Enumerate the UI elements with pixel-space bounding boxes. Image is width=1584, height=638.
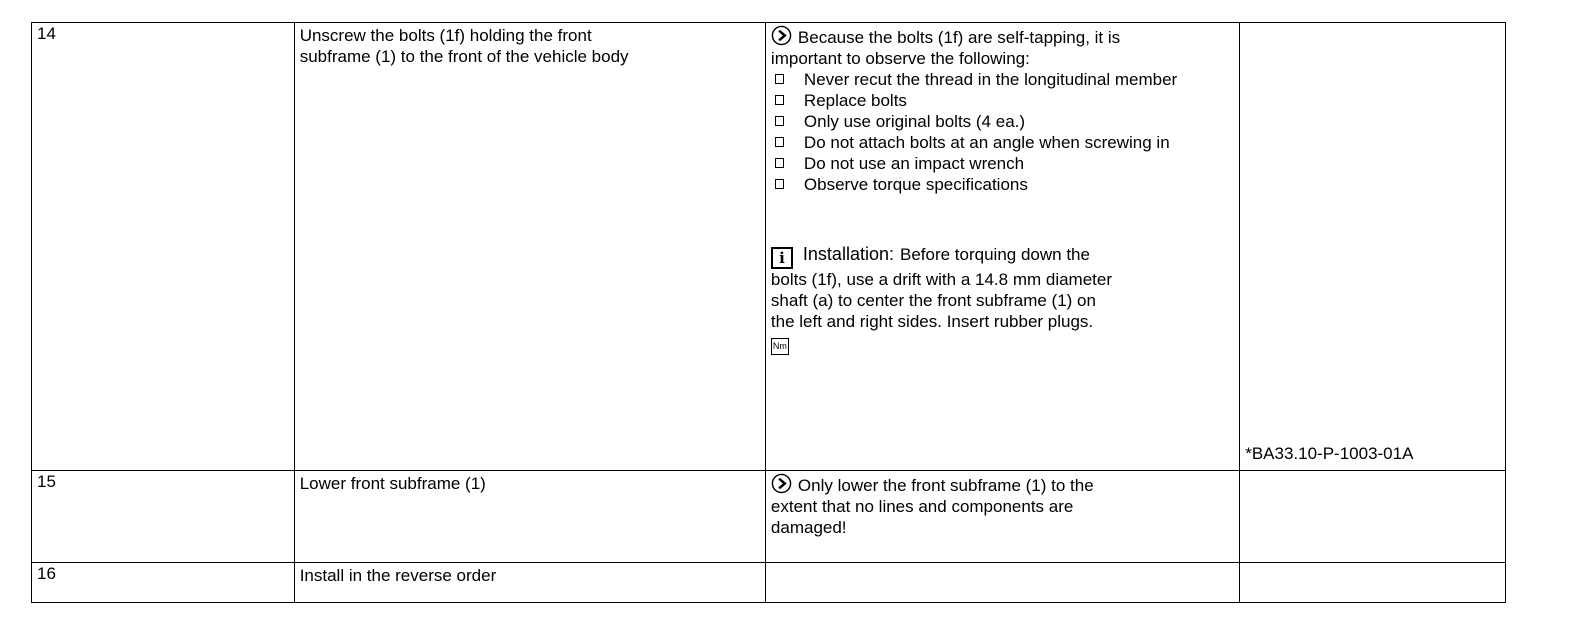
note-cell bbox=[765, 563, 1239, 603]
caution-icon bbox=[771, 473, 792, 494]
step-number: 15 bbox=[37, 472, 56, 491]
list-item bbox=[771, 132, 1235, 153]
caution-note bbox=[771, 473, 1235, 496]
list-item bbox=[771, 90, 1235, 111]
list-item-text: Replace bolts bbox=[803, 91, 907, 110]
action-text: Unscrew the bolts (1f) holding the front bbox=[299, 26, 592, 45]
checkbox-bullet-icon bbox=[775, 158, 784, 168]
table-row bbox=[32, 563, 1506, 603]
document-reference-link[interactable]: *BA33.10-P-1003-01A bbox=[1245, 444, 1414, 463]
list-item-text: Only use original bolts (4 ea.) bbox=[803, 112, 1026, 131]
note-cell bbox=[765, 23, 1239, 471]
caution-note bbox=[771, 25, 1235, 48]
checkbox-bullet-icon bbox=[775, 137, 784, 147]
checkbox-bullet-icon bbox=[775, 116, 784, 126]
step-number: 14 bbox=[37, 24, 56, 43]
list-item-text: Observe torque specifications bbox=[803, 175, 1028, 194]
caution-text: damaged! bbox=[770, 518, 847, 537]
action-text: subframe (1) to the front of the vehicle body bbox=[299, 47, 629, 66]
table-row bbox=[32, 471, 1506, 563]
list-item-text: Do not use an impact wrench bbox=[803, 154, 1025, 173]
installation-label: Installation: bbox=[802, 244, 894, 264]
checkbox-bullet-icon bbox=[775, 179, 784, 189]
list-item-text: Do not attach bolts at an angle when screwing in bbox=[803, 133, 1170, 152]
reference-cell bbox=[1240, 471, 1506, 563]
installation-text: bolts (1f), use a drift with a 14.8 mm diameter bbox=[770, 270, 1113, 289]
checkbox-bullet-icon bbox=[775, 74, 784, 84]
list-item bbox=[771, 69, 1235, 90]
action-cell bbox=[294, 23, 765, 471]
table-row bbox=[32, 23, 1506, 471]
installation-text: shaft (a) to center the front subframe (1) on bbox=[770, 291, 1096, 310]
list-item bbox=[771, 111, 1235, 132]
action-text: Install in the reverse order bbox=[299, 566, 497, 585]
action-cell bbox=[294, 563, 765, 603]
list-item bbox=[771, 174, 1235, 195]
caution-text: Only lower the front subframe (1) to the bbox=[797, 476, 1094, 495]
checkbox-bullet-icon bbox=[775, 95, 784, 105]
torque-spec-icon[interactable]: Nm bbox=[771, 338, 789, 355]
step-number-cell bbox=[32, 23, 295, 471]
installation-text: the left and right sides. Insert rubber plugs. bbox=[770, 312, 1094, 331]
action-cell bbox=[294, 471, 765, 563]
caution-text: important to observe the following: bbox=[770, 49, 1030, 68]
reference-cell bbox=[1240, 23, 1506, 471]
reference-cell bbox=[1240, 563, 1506, 603]
procedure-table bbox=[31, 22, 1506, 603]
installation-note bbox=[771, 244, 1235, 355]
step-number-cell bbox=[32, 471, 295, 563]
note-cell bbox=[765, 471, 1239, 563]
step-number-cell bbox=[32, 563, 295, 603]
list-item bbox=[771, 153, 1235, 174]
caution-text: Because the bolts (1f) are self-tapping, it is bbox=[797, 28, 1121, 47]
precaution-list bbox=[771, 69, 1235, 195]
step-number: 16 bbox=[37, 564, 56, 583]
caution-icon bbox=[771, 25, 792, 46]
installation-text: Before torquing down the bbox=[899, 245, 1090, 264]
info-icon: i bbox=[771, 247, 793, 269]
list-item-text: Never recut the thread in the longitudinal member bbox=[803, 70, 1178, 89]
action-text: Lower front subframe (1) bbox=[299, 474, 486, 493]
caution-text: extent that no lines and components are bbox=[770, 497, 1074, 516]
